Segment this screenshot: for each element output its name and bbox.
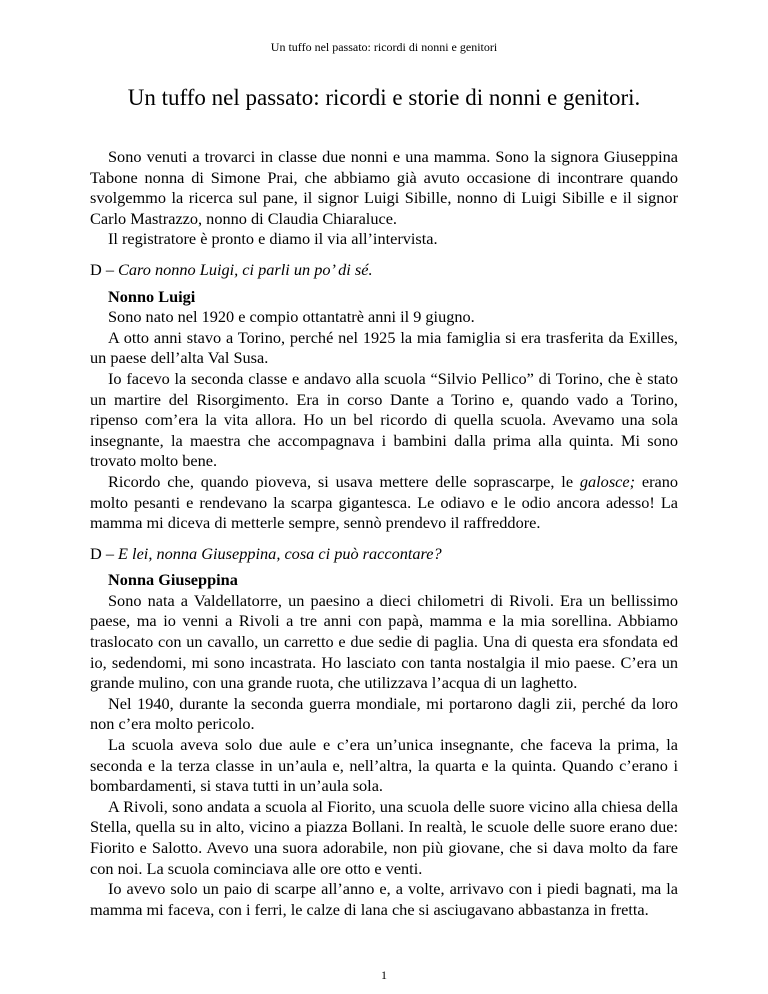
answer-text: erano molto pesanti e rendevano la scarpa gigantesca. Le odiavo e le odio ancora adesso! La mamma mi diceva di metterle sempre, sennò prendevo il raffreddore. (90, 471, 679, 533)
answer-paragraph: Io avevo solo un paio di scarpe all’anno e, a volte, arrivavo con i piedi bagnati, ma la mamma mi faceva, con i ferri, le calze di lana che si asciugavano abbastanza in fretta. (90, 879, 678, 919)
interview-question (90, 544, 678, 565)
intro-paragraph: Sono venuti a trovarci in classe due nonni e una mamma. Sono la signora Giuseppina Tabone nonna di Simone Prai, che abbiamo già avuto occasione di incontrare quando svolgemmo la ricerca sul pane, il signor Luigi Sibille, nonno di Luigi Sibille e il signor Carlo Mastrazzo, nonno di Claudia Chiaraluce. (90, 147, 678, 228)
answer-paragraph: A otto anni stavo a Torino, perché nel 1925 la mia famiglia si era trasferita da Exilles, un paese dell’alta Val Susa. (90, 327, 678, 368)
italic-term: galosce; (579, 471, 636, 491)
answer-paragraph: Sono nata a Valdellatorre, un paesino a dieci chilometri di Rivoli. Era un bellissimo paese, ma io venni a Rivoli a tre anni con papà, mamma e la mia sorellina. Abbiamo traslocato con un cavallo, un carretto e due sedie di paglia. Una di questa era sfondata ed io, sedendomi, mi sono incastrata. Ho lasciato con tanta nostalgia il mio paese. C’era un grande mulino, con una grande ruota, che utilizzava l’acqua di un laghetto. (90, 590, 678, 693)
interview-question (90, 260, 678, 281)
answer-paragraph (90, 472, 678, 534)
question-text: Caro nonno Luigi, ci parli un po’ di sé. (118, 259, 373, 279)
question-prefix: D – (90, 543, 119, 563)
answer-paragraph: La scuola aveva solo due aule e c’era un’unica insegnante, che faceva la prima, la seconda e la terza classe in un’aula e, nell’altra, la quarta e la quinta. Quando c’erano i bombardamenti, si stava tutti in un’aula sola. (90, 735, 678, 796)
answer-paragraph: Sono nato nel 1920 e compio ottantatrè anni il 9 giugno. (108, 307, 475, 327)
speaker-name: Nonna Giuseppina (108, 570, 238, 590)
document-body (90, 147, 678, 920)
running-header: Un tuffo nel passato: ricordi di nonni e genitori (270, 40, 498, 54)
document-title: Un tuffo nel passato: ricordi e storie di nonni e genitori. (127, 85, 641, 110)
question-text: E lei, nonna Giuseppina, cosa ci può raccontare? (118, 543, 442, 563)
page-number: 1 (381, 968, 387, 982)
answer-text: Ricordo che, quando pioveva, si usava mettere delle soprascarpe, le (108, 471, 580, 491)
answer-paragraph: Io facevo la seconda classe e andavo alla scuola “Silvio Pellico” di Torino, che è stato un martire del Risorgimento. Era in corso Dante a Torino e, quando vado a Torino, ripenso com’era la vita allora. Ho un bel ricordo di quella scuola. Avevamo una sola insegnante, la maestra che accompagnava i bambini dalla prima alla quinta. Mi sono trovato molto bene. (90, 368, 678, 471)
question-prefix: D – (90, 259, 119, 279)
answer-paragraph: Nel 1940, durante la seconda guerra mondiale, mi portarono dagli zii, perché da loro non c’era molto pericolo. (90, 693, 678, 734)
answer-paragraph: A Rivoli, sono andata a scuola al Fiorito, una scuola delle suore vicino alla chiesa della Stella, quella su in alto, vicino a piazza Bollani. In realtà, le scuole delle suore erano due: Fiorito e Salotto. Avevo una suora adorabile, non più giovane, che si dava molto da fare con noi. La scuola cominciava alle ore otto e venti. (90, 796, 678, 878)
speaker-name: Nonno Luigi (108, 286, 196, 306)
intro-paragraph: Il registratore è pronto e diamo il via all’intervista. (108, 229, 438, 249)
